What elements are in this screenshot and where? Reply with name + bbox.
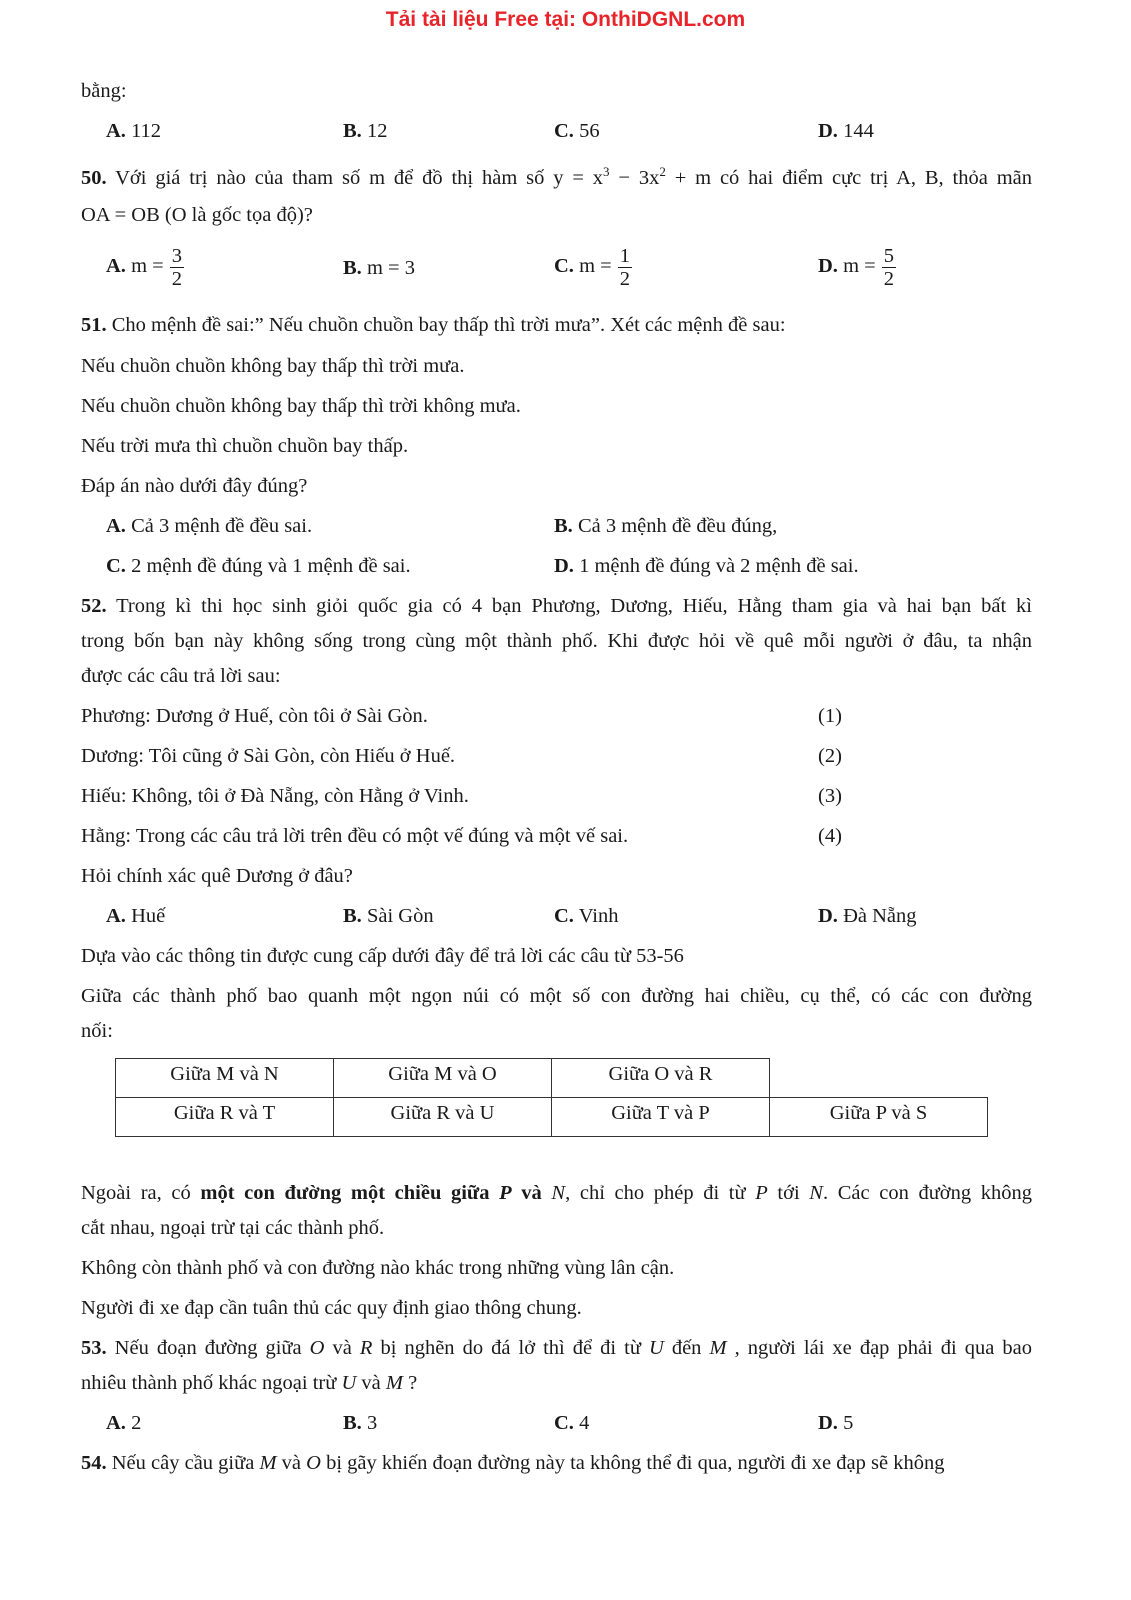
q49-option-c: C. 56: [554, 120, 600, 142]
passage-paragraph-3: Người đi xe đạp cần tuân thủ các quy định giao thông chung.: [81, 1297, 582, 1319]
table-cell: Giữa R và U: [334, 1098, 552, 1137]
q52-option-c: C. Vinh: [554, 905, 619, 927]
q51-statement-3: Nếu trời mưa thì chuồn chuồn bay thấp.: [81, 435, 409, 457]
q51-option-c: C. 2 mệnh đề đúng và 1 mệnh đề sai.: [106, 555, 411, 577]
q50-option-a: A. m = $\frac{3}{2}$: [106, 245, 182, 290]
passage-paragraph-2: Không còn thành phố và con đường nào khác trong những vùng lân cận.: [81, 1257, 675, 1279]
q52-stem-line1: 52. Trong kì thi học sinh giỏi quốc gia có 4 bạn Phương, Dương, Hiếu, Hằng tham gia và hai bạn bất kì: [81, 595, 1032, 617]
q54-stem-line1: 54. Nếu cây cầu giữa M và O bị gãy khiến đoạn đường này ta không thể đi qua, người đi xe đạp sẽ không: [81, 1452, 945, 1474]
q51-question: Đáp án nào dưới đây đúng?: [81, 475, 308, 497]
table-cell: Giữa T và P: [552, 1098, 770, 1137]
passage-line1: Giữa các thành phố bao quanh một ngọn núi có một số con đường hai chiều, cụ thể, có các con đường: [81, 985, 1032, 1007]
q49-option-b: B. 12: [343, 120, 388, 142]
q53-option-a: A. 2: [106, 1412, 142, 1434]
q51-option-a: A. Cả 3 mệnh đề đều sai.: [106, 515, 313, 537]
q50-formula: $y = x^3 - 3x^2 + m$: [553, 164, 712, 189]
q52-question: Hỏi chính xác quê Dương ở đâu?: [81, 865, 353, 887]
q52-stem-line2: trong bốn bạn này không sống trong cùng một thành phố. Khi được hỏi về quê mỗi người ở đâu, ta nhận: [81, 630, 1032, 652]
q53-stem-line2: nhiêu thành phố khác ngoại trừ U và M ?: [81, 1372, 418, 1394]
q52-option-d: D. Đà Nẵng: [818, 905, 917, 927]
q50-option-b: B. m = 3: [343, 257, 415, 279]
site-header: Tải tài liệu Free tại: OnthiDGNL.com: [385, 8, 746, 31]
table-cell-empty: [770, 1059, 988, 1098]
q52-answer-4-tag: (4): [818, 825, 842, 847]
q51-option-b: B. Cả 3 mệnh đề đều đúng,: [554, 515, 778, 537]
q53-option-c: C. 4: [554, 1412, 590, 1434]
q52-answer-3-tag: (3): [818, 785, 842, 807]
q52-option-b: B. Sài Gòn: [343, 905, 434, 927]
q52-stem-line3: được các câu trả lời sau:: [81, 665, 281, 687]
q49-option-a: A. 112: [106, 120, 162, 142]
q50-option-d: D. m = $\frac{5}{2}$: [818, 245, 894, 290]
table-cell: Giữa P và S: [770, 1098, 988, 1137]
table-row: [116, 1098, 988, 1137]
table-cell: Giữa M và N: [116, 1059, 334, 1098]
q52-answer-3: Hiếu: Không, tôi ở Đà Nẵng, còn Hằng ở Vinh.: [81, 785, 469, 807]
q50-stem-line1: 50. Với giá trị nào của tham số m để đồ thị hàm số $y = x^3 - 3x^2 + m$ có hai điểm cực trị A, B, thỏa mãn: [81, 164, 1032, 189]
q52-answer-2: Dương: Tôi cũng ở Sài Gòn, còn Hiếu ở Huế.: [81, 745, 456, 767]
q50-stem-line2: OA = OB (O là gốc tọa độ)?: [81, 204, 313, 226]
q52-option-a: A. Huế: [106, 905, 166, 927]
q49-tail: bằng:: [81, 80, 127, 102]
table-cell: Giữa O và R: [552, 1059, 770, 1098]
q51-statement-2: Nếu chuồn chuồn không bay thấp thì trời không mưa.: [81, 395, 521, 417]
table-cell: Giữa R và T: [116, 1098, 334, 1137]
q50-option-c: C. m = $\frac{1}{2}$: [554, 245, 630, 290]
q53-option-b: B. 3: [343, 1412, 378, 1434]
passage-intro: Dựa vào các thông tin được cung cấp dưới đây để trả lời các câu từ 53-56: [81, 945, 684, 967]
q53-option-d: D. 5: [818, 1412, 854, 1434]
passage-paragraph-1-line1: Ngoài ra, có một con đường một chiều giữa P và N, chỉ cho phép đi từ P tới N. Các con đường không: [81, 1182, 1033, 1204]
passage-line2: nối:: [81, 1020, 113, 1042]
table-cell: Giữa M và O: [334, 1059, 552, 1098]
q52-answer-2-tag: (2): [818, 745, 842, 767]
q51-statement-1: Nếu chuồn chuồn không bay thấp thì trời mưa.: [81, 355, 465, 377]
q49-option-d: D. 144: [818, 120, 874, 142]
q51-stem: 51. Cho mệnh đề sai:” Nếu chuồn chuồn bay thấp thì trời mưa”. Xét các mệnh đề sau:: [81, 314, 786, 336]
q52-answer-4: Hằng: Trong các câu trả lời trên đều có một vế đúng và một vế sai.: [81, 825, 629, 847]
q51-option-d: D. 1 mệnh đề đúng và 2 mệnh đề sai.: [554, 555, 859, 577]
q52-answer-1-tag: (1): [818, 705, 842, 727]
q53-stem-line1: 53. Nếu đoạn đường giữa O và R bị nghẽn do đá lở thì để đi từ U đến M , người lái xe đạp phải đi qua bao: [81, 1337, 1032, 1359]
table-row: [116, 1059, 988, 1098]
roads-table: [115, 1058, 988, 1137]
q52-answer-1: Phương: Dương ở Huế, còn tôi ở Sài Gòn.: [81, 705, 428, 727]
passage-paragraph-1-line2: cắt nhau, ngoại trừ tại các thành phố.: [81, 1217, 385, 1239]
